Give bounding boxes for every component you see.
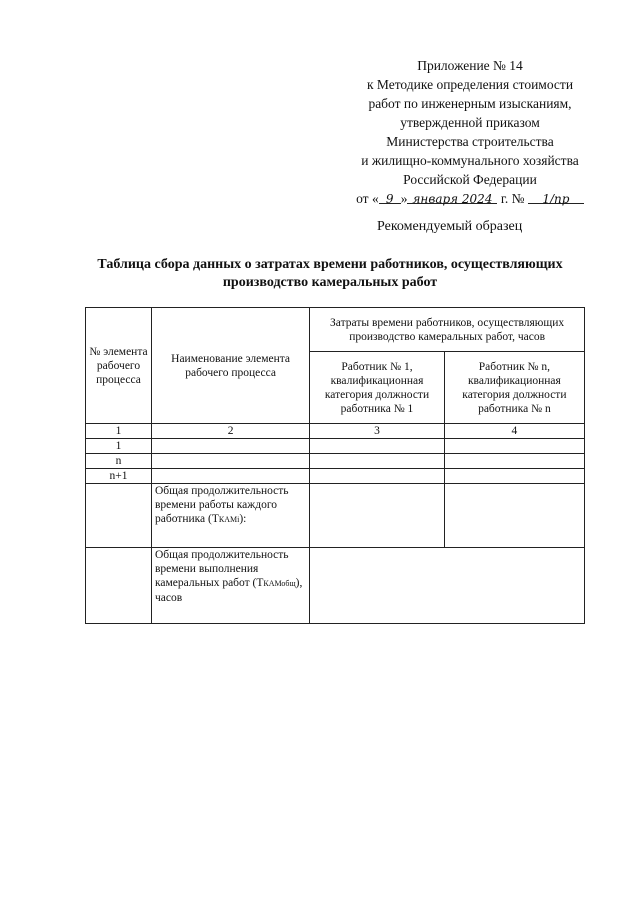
date-mid: » bbox=[400, 191, 408, 206]
row-label: n bbox=[86, 454, 152, 469]
table-cell bbox=[86, 548, 152, 624]
worker-n-header: Работник № n, квалификационная категория должности работника № n bbox=[444, 352, 584, 424]
col-element-name-header: Наименование элемента рабочего процесса bbox=[151, 308, 309, 424]
time-costs-group-header: Затраты времени работников, осуществляющих производство камеральных работ, часов bbox=[310, 308, 585, 352]
data-collection-table bbox=[85, 307, 585, 624]
table-cell bbox=[444, 484, 584, 548]
appendix-line: Приложение № 14 bbox=[417, 58, 523, 73]
col-element-number-header: № элемента рабочего процесса bbox=[86, 308, 152, 424]
table-row bbox=[86, 439, 585, 454]
table-row bbox=[86, 469, 585, 484]
table-cell bbox=[151, 454, 309, 469]
table-cell bbox=[151, 469, 309, 484]
column-number: 3 bbox=[310, 424, 445, 439]
date-day: 9 bbox=[385, 192, 394, 206]
date-day-field bbox=[379, 189, 401, 204]
column-number: 1 bbox=[86, 424, 152, 439]
table-title-line2: производство камеральных работ bbox=[222, 275, 438, 290]
appendix-header bbox=[320, 56, 620, 208]
total-per-worker-row bbox=[86, 484, 585, 548]
column-number: 2 bbox=[151, 424, 309, 439]
date-year-suffix: г. № bbox=[500, 191, 525, 206]
table-title-line1: Таблица сбора данных о затратах времени работников, осуществляющих bbox=[97, 257, 563, 272]
sample-label: Рекомендуемый образец bbox=[377, 219, 523, 234]
date-month-field bbox=[407, 189, 497, 204]
appendix-line: Министерства строительства bbox=[386, 134, 554, 149]
appendix-line: к Методике определения стоимости bbox=[366, 77, 574, 92]
total-all-row bbox=[86, 548, 585, 624]
appendix-line: работ по инженерным изысканиям, bbox=[368, 96, 572, 111]
table-cell bbox=[444, 439, 584, 454]
table-cell bbox=[310, 454, 445, 469]
order-number: 1/пр bbox=[542, 192, 570, 206]
order-date-line bbox=[320, 189, 620, 208]
table-cell bbox=[151, 439, 309, 454]
table-cell bbox=[310, 548, 585, 624]
table-cell bbox=[444, 469, 584, 484]
appendix-line: Российской Федерации bbox=[403, 172, 537, 187]
worker-1-header: Работник № 1, квалификационная категория должности работника № 1 bbox=[310, 352, 445, 424]
table-title bbox=[60, 256, 600, 292]
column-numbers-row bbox=[86, 424, 585, 439]
table-cell bbox=[86, 484, 152, 548]
column-number: 4 bbox=[444, 424, 584, 439]
order-number-field bbox=[528, 189, 584, 204]
appendix-line: утвержденной приказом bbox=[400, 115, 540, 130]
date-month: января 2024 bbox=[412, 192, 493, 206]
appendix-line: и жилищно-коммунального хозяйства bbox=[361, 153, 579, 168]
total-per-worker-label: Общая продолжительность времени работы каждого работника (TКАМi): bbox=[151, 484, 309, 548]
table-cell bbox=[444, 454, 584, 469]
date-prefix: от « bbox=[356, 191, 379, 206]
table-cell bbox=[310, 469, 445, 484]
table-cell bbox=[310, 484, 445, 548]
table-row bbox=[86, 454, 585, 469]
total-all-label: Общая продолжительность времени выполнения камеральных работ (TКАМобщ), часов bbox=[151, 548, 309, 624]
row-label: 1 bbox=[86, 439, 152, 454]
row-label: n+1 bbox=[86, 469, 152, 484]
table-cell bbox=[310, 439, 445, 454]
